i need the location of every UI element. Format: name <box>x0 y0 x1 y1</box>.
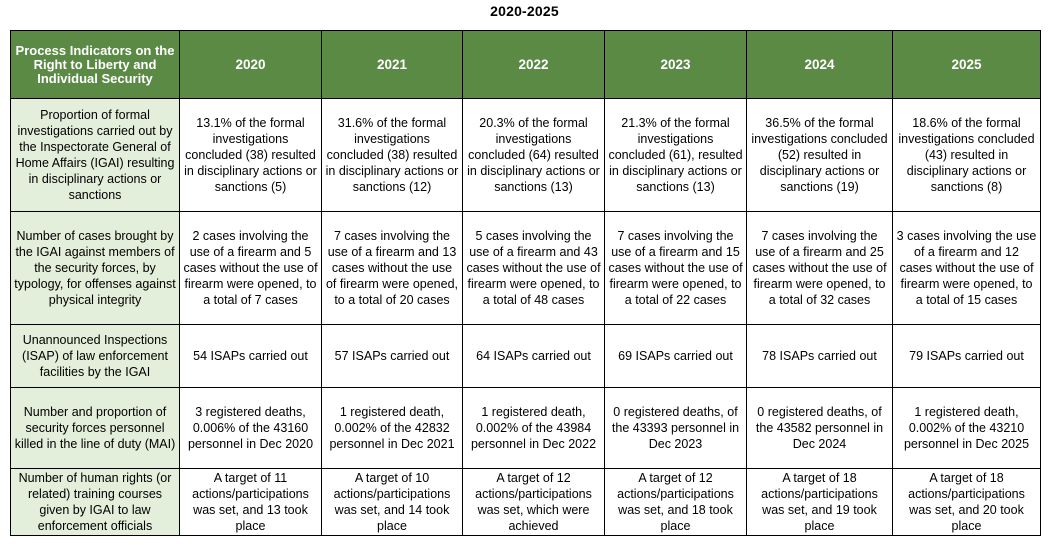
table-row <box>11 212 1041 325</box>
row-label: Unannounced Inspections (ISAP) of law enforcement facilities by the IGAI <box>11 325 180 388</box>
table-cell: A target of 18 actions/participations was set, and 19 took place <box>747 469 893 536</box>
table-cell: 3 registered deaths, 0.006% of the 43160 personnel in Dec 2020 <box>180 388 322 469</box>
table-header-row <box>11 31 1041 99</box>
table-cell: 7 cases involving the use of a firearm and 25 cases without the use of firearm were opened, to a total of 32 cases <box>747 212 893 325</box>
table-cell: 18.6% of the formal investigations concluded (43) resulted in disciplinary actions or sanctions (8) <box>893 99 1041 212</box>
table-cell: A target of 18 actions/participations was set, and 20 took place <box>893 469 1041 536</box>
table-row <box>11 388 1041 469</box>
table-cell: A target of 12 actions/participations was set, and 18 took place <box>605 469 747 536</box>
table-cell: 1 registered death, 0.002% of the 43210 personnel in Dec 2025 <box>893 388 1041 469</box>
header-year-2023: 2023 <box>605 31 747 99</box>
table-cell: 21.3% of the formal investigations concluded (61), resulted in disciplinary actions or sanctions (13) <box>605 99 747 212</box>
table-cell: 31.6% of the formal investigations concluded (38) resulted in disciplinary actions or sanctions (12) <box>322 99 463 212</box>
header-year-2022: 2022 <box>463 31 605 99</box>
table-cell: 57 ISAPs carried out <box>322 325 463 388</box>
row-label: Number of human rights (or related) training courses given by IGAI to law enforcement officials <box>11 469 180 536</box>
table-cell: 79 ISAPs carried out <box>893 325 1041 388</box>
table-cell: 36.5% of the formal investigations concluded (52) resulted in disciplinary actions or sanctions (19) <box>747 99 893 212</box>
table-cell: 13.1% of the formal investigations concluded (38) resulted in disciplinary actions or sanctions (5) <box>180 99 322 212</box>
row-label: Proportion of formal investigations carried out by the Inspectorate General of Home Affairs (IGAI) resulting in disciplinary actions or sanctions <box>11 99 180 212</box>
table-cell: 0 registered deaths, of the 43393 personnel in Dec 2023 <box>605 388 747 469</box>
table-cell: 64 ISAPs carried out <box>463 325 605 388</box>
table-cell: 69 ISAPs carried out <box>605 325 747 388</box>
table-row <box>11 325 1041 388</box>
table-cell: 5 cases involving the use of a firearm and 43 cases without the use of firearm were opened, to a total of 48 cases <box>463 212 605 325</box>
table-cell: 54 ISAPs carried out <box>180 325 322 388</box>
header-corner: Process Indicators on the Right to Liberty and Individual Security <box>11 31 180 99</box>
header-year-2021: 2021 <box>322 31 463 99</box>
table-cell: A target of 12 actions/participations was set, which were achieved <box>463 469 605 536</box>
table-cell: 20.3% of the formal investigations concluded (64) resulted in disciplinary actions or sanctions (13) <box>463 99 605 212</box>
document-title: 2020-2025 <box>490 3 559 19</box>
table-row <box>11 99 1041 212</box>
table-cell: 1 registered death, 0.002% of the 42832 personnel in Dec 2021 <box>322 388 463 469</box>
row-label: Number of cases brought by the IGAI against members of the security forces, by typology, for offenses against physical integrity <box>11 212 180 325</box>
table-cell: 78 ISAPs carried out <box>747 325 893 388</box>
table-cell: 0 registered deaths, of the 43582 personnel in Dec 2024 <box>747 388 893 469</box>
header-year-2025: 2025 <box>893 31 1041 99</box>
table-cell: A target of 10 actions/participations was set, and 14 took place <box>322 469 463 536</box>
table-cell: 2 cases involving the use of a firearm and 5 cases without the use of firearm were opened, to a total of 7 cases <box>180 212 322 325</box>
table-row <box>11 469 1041 536</box>
table-cell: A target of 11 actions/participations was set, and 13 took place <box>180 469 322 536</box>
table-cell: 7 cases involving the use of a firearm and 15 cases without the use of firearm were opened, to a total of 22 cases <box>605 212 747 325</box>
table-cell: 1 registered death, 0.002% of the 43984 personnel in Dec 2022 <box>463 388 605 469</box>
indicators-table <box>10 30 1041 536</box>
header-year-2024: 2024 <box>747 31 893 99</box>
table-cell: 7 cases involving the use of a firearm and 13 cases without the use of firearm were opened, to a total of 20 cases <box>322 212 463 325</box>
header-year-2020: 2020 <box>180 31 322 99</box>
row-label: Number and proportion of security forces personnel killed in the line of duty (MAI) <box>11 388 180 469</box>
table-cell: 3 cases involving the use of a firearm and 12 cases without the use of firearm were opened, to a total of 15 cases <box>893 212 1041 325</box>
